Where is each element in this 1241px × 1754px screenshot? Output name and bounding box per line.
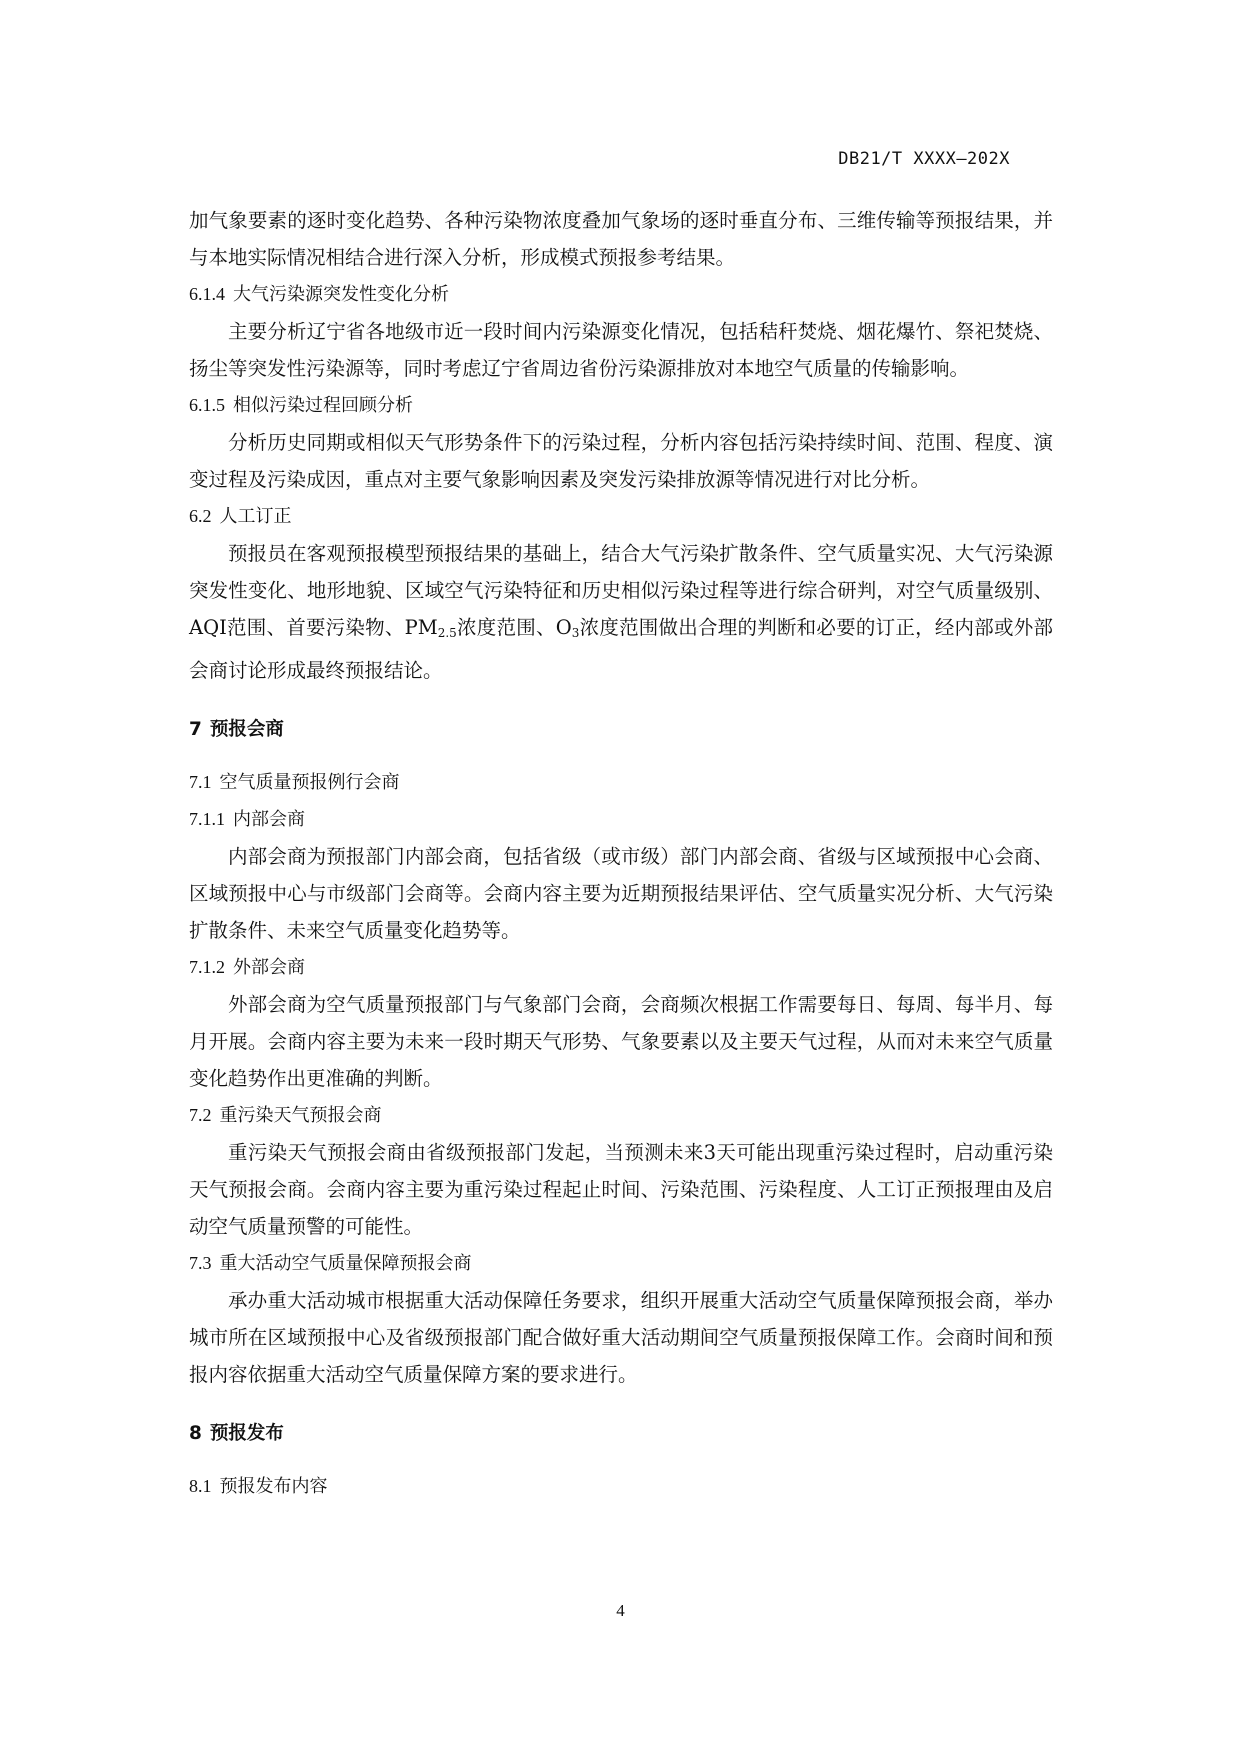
- document-code-header: DB21/T XXXX—202X: [838, 149, 1010, 169]
- paragraph: 主要分析辽宁省各地级市近一段时间内污染源变化情况，包括秸秆焚烧、烟花爆竹、祭祀焚烧、扬尘等突发性污染源等，同时考虑辽宁省周边省份污染源排放对本地空气质量的传输影响。: [189, 320, 1053, 380]
- section-title: 大气污染源突发性变化分析: [233, 284, 449, 305]
- chapter-8-heading: [189, 1415, 1053, 1452]
- text-run: 浓度范围做出合理的判断和必要的订正，经内部或外部会商讨论形成最终预报结论。: [189, 616, 1053, 682]
- chapter-title: 预报发布: [209, 1423, 284, 1444]
- document-body: [189, 202, 1053, 1505]
- chapter-title: 预报会商: [209, 719, 284, 740]
- section-title: 外部会商: [233, 957, 305, 978]
- section-7-1-2-heading: [189, 949, 1053, 986]
- section-number: 6.1.5: [189, 395, 225, 415]
- section-6-1-5-heading: [189, 387, 1053, 424]
- paragraph: 承办重大活动城市根据重大活动保障任务要求，组织开展重大活动空气质量保障预报会商，举办城市所在区域预报中心及省级预报部门配合做好重大活动期间空气质量预报保障工作。会商时间和预报内容依据重大活动空气质量保障方案的要求进行。: [189, 1289, 1053, 1386]
- section-number: 8.1: [189, 1476, 212, 1496]
- section-title: 重大活动空气质量保障预报会商: [219, 1253, 472, 1274]
- section-title: 预报发布内容: [219, 1476, 328, 1497]
- section-title: 相似污染过程回顾分析: [233, 395, 413, 416]
- section-title: 人工订正: [219, 506, 292, 527]
- text-run: 预报员在客观预报模型预报结果的基础上，结合大气污染扩散条件、空气质量实况、大气污染源突发性变化、地形地貌、区域空气污染特征和历史相似污染过程等进行综合研判，对空气质量级别、AQI范围、首要污染物、PM: [189, 542, 1053, 639]
- section-title: 空气质量预报例行会商: [219, 772, 400, 793]
- page-number: 4: [616, 1601, 625, 1620]
- subscript: 3: [571, 626, 580, 640]
- section-7-1-heading: [189, 764, 1053, 801]
- section-8-1-heading: [189, 1468, 1053, 1505]
- section-title: 重污染天气预报会商: [219, 1105, 382, 1126]
- paragraph: 外部会商为空气质量预报部门与气象部门会商，会商频次根据工作需要每日、每周、每半月、每月开展。会商内容主要为未来一段时期天气形势、气象要素以及主要天气过程，从而对未来空气质量变化趋势作出更准确的判断。: [189, 993, 1053, 1090]
- section-number: 6.2: [189, 506, 212, 526]
- paragraph-manual-correction: [189, 535, 1053, 689]
- section-6-2-heading: [189, 498, 1053, 535]
- section-number: 7.3: [189, 1253, 212, 1273]
- subscript: 2.5: [437, 626, 457, 640]
- paragraph: 内部会商为预报部门内部会商，包括省级（或市级）部门内部会商、省级与区域预报中心会商、区域预报中心与市级部门会商等。会商内容主要为近期预报结果评估、空气质量实况分析、大气污染扩散条件、未来空气质量变化趋势等。: [189, 845, 1053, 942]
- section-number: 7.1.2: [189, 957, 225, 977]
- section-6-1-4-heading: [189, 276, 1053, 313]
- text-run: 浓度范围、O: [456, 616, 572, 639]
- section-number: 6.1.4: [189, 284, 225, 304]
- section-7-1-1-heading: [189, 801, 1053, 838]
- section-number: 7.1: [189, 772, 212, 792]
- section-title: 内部会商: [233, 809, 305, 830]
- chapter-number: 8: [189, 1423, 202, 1444]
- chapter-number: 7: [189, 719, 202, 740]
- paragraph: 分析历史同期或相似天气形势条件下的污染过程，分析内容包括污染持续时间、范围、程度、演变过程及污染成因，重点对主要气象影响因素及突发污染排放源等情况进行对比分析。: [189, 431, 1053, 491]
- section-number: 7.2: [189, 1105, 212, 1125]
- section-7-3-heading: [189, 1245, 1053, 1282]
- paragraph-continued: 加气象要素的逐时变化趋势、各种污染物浓度叠加气象场的逐时垂直分布、三维传输等预报结果，并与本地实际情况相结合进行深入分析，形成模式预报参考结果。: [189, 209, 1053, 269]
- section-7-2-heading: [189, 1097, 1053, 1134]
- chapter-7-heading: [189, 711, 1053, 748]
- section-number: 7.1.1: [189, 809, 225, 829]
- paragraph: 重污染天气预报会商由省级预报部门发起，当预测未来3天可能出现重污染过程时，启动重污染天气预报会商。会商内容主要为重污染过程起止时间、污染范围、污染程度、人工订正预报理由及启动空气质量预警的可能性。: [189, 1141, 1053, 1238]
